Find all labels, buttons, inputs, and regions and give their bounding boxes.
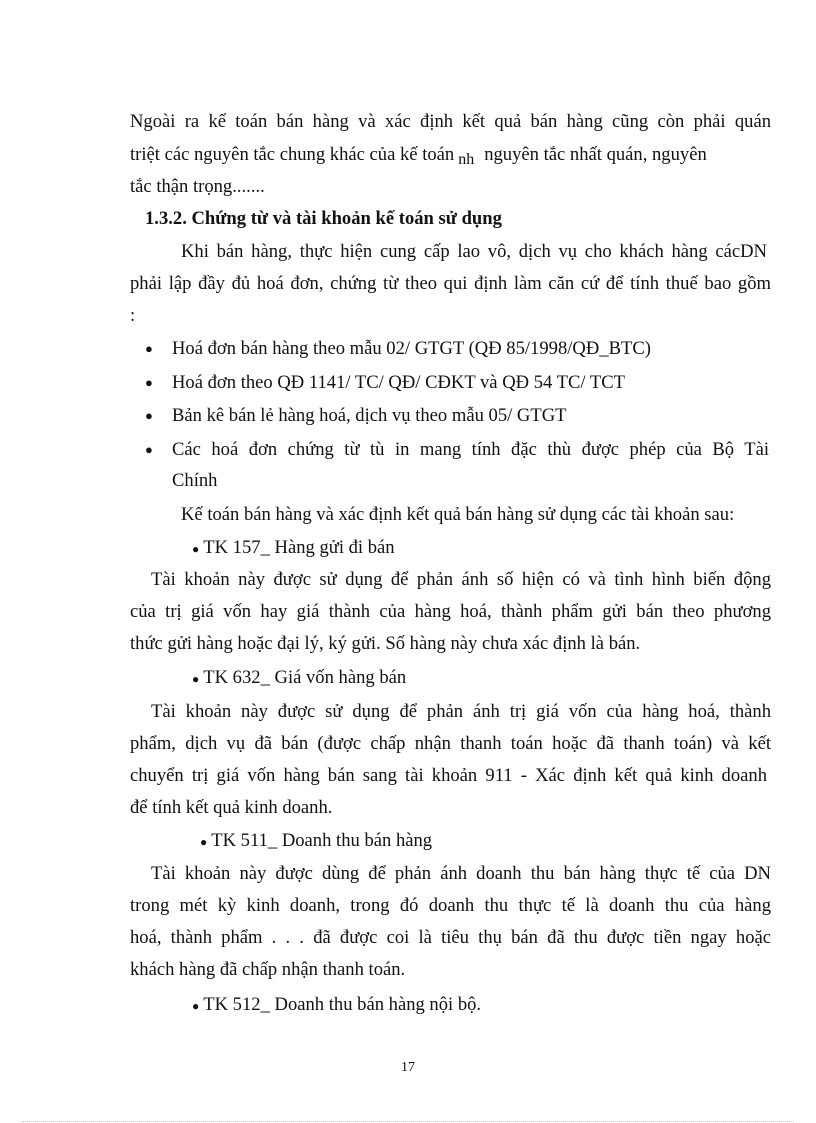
paragraph-line: phải lập đầy đủ hoá đơn, chứng từ theo qui định làm căn cứ để tính thuế bao gồm (130, 273, 771, 294)
list-item: Bản kê bán lẻ hàng hoá, dịch vụ theo mẫu 05/ GTGT (172, 405, 567, 426)
paragraph-line: tắc thận trọng....... (130, 176, 265, 197)
account-item (192, 993, 481, 1018)
account-item (192, 666, 406, 691)
bullet-icon: ● (192, 999, 200, 1013)
bullet-icon: ● (192, 672, 200, 686)
paragraph-line: Tài khoản này được sử dụng để phản ánh trị giá vốn của hàng hoá, thành (151, 701, 771, 722)
account-item (192, 536, 395, 561)
paragraph-line: Khi bán hàng, thực hiện cung cấp lao vô, dịch vụ cho khách hàng cácDN (181, 241, 767, 262)
paragraph-line: chuyển trị giá vốn hàng bán sang tài khoản 911 - Xác định kết quả kinh doanh (130, 765, 767, 786)
paragraph-line (130, 143, 707, 172)
paragraph-text: nguyên tắc nhất quán, nguyên (484, 144, 707, 165)
account-label: TK 512_ Doanh thu bán hàng nội bộ. (203, 994, 482, 1015)
inline-small-text: nh (458, 151, 475, 168)
account-item (200, 829, 432, 854)
account-label: TK 632_ Giá vốn hàng bán (203, 667, 407, 688)
paragraph-line: Tài khoản này được dùng để phản ánh doanh thu bán hàng thực tế của DN (151, 863, 771, 884)
paragraph-line: để tính kết quả kinh doanh. (130, 797, 333, 818)
paragraph-line: hoá, thành phẩm . . . đã được coi là tiêu thụ bán đã thu được tiền ngay hoặc (130, 927, 771, 948)
list-item-continuation: Chính (172, 470, 218, 491)
paragraph-text: triệt các nguyên tắc chung khác của kế toán (130, 144, 455, 165)
account-label: TK 157_ Hàng gửi đi bán (203, 537, 395, 558)
section-heading: 1.3.2. Chứng từ và tài khoản kế toán sử dụng (145, 208, 502, 229)
page-bottom-rule (22, 1121, 794, 1122)
bullet-icon: ● (200, 835, 208, 849)
paragraph-line: trong mét kỳ kinh doanh, trong đó doanh thu thực tế là doanh thu của hàng (130, 895, 771, 916)
paragraph-line: thức gửi hàng hoặc đại lý, ký gửi. Số hàng này chưa xác định là bán. (130, 633, 641, 654)
bullet-icon: ● (145, 375, 153, 390)
bullet-icon: ● (145, 408, 153, 423)
paragraph-line: Kế toán bán hàng và xác định kết quả bán hàng sử dụng các tài khoản sau: (181, 504, 735, 525)
list-item: Hoá đơn bán hàng theo mẫu 02/ GTGT (QĐ 85/1998/QĐ_BTC) (172, 338, 651, 359)
paragraph-line: Ngoài ra kế toán bán hàng và xác định kết quả bán hàng cũng còn phải quán (130, 111, 771, 132)
account-label: TK 511_ Doanh thu bán hàng (211, 830, 433, 851)
list-item: Hoá đơn theo QĐ 1141/ TC/ QĐ/ CĐKT và QĐ 54 TC/ TCT (172, 372, 625, 393)
bullet-icon: ● (192, 542, 200, 556)
paragraph-line: : (130, 305, 136, 326)
paragraph-line: khách hàng đã chấp nhận thanh toán. (130, 959, 406, 980)
bullet-icon: ● (145, 341, 153, 356)
paragraph-line: phẩm, dịch vụ đã bán (được chấp nhận thanh toán hoặc đã thanh toán) và kết (130, 733, 771, 754)
paragraph-line: Tài khoản này được sử dụng để phản ánh số hiện có và tình hình biến động (151, 569, 771, 590)
paragraph-line: của trị giá vốn hay giá thành của hàng hoá, thành phẩm gửi bán theo phương (130, 601, 771, 622)
bullet-icon: ● (145, 442, 153, 457)
list-item: Các hoá đơn chứng từ tù in mang tính đặc thù được phép của Bộ Tài (172, 439, 769, 460)
page-number: 17 (401, 1060, 415, 1075)
